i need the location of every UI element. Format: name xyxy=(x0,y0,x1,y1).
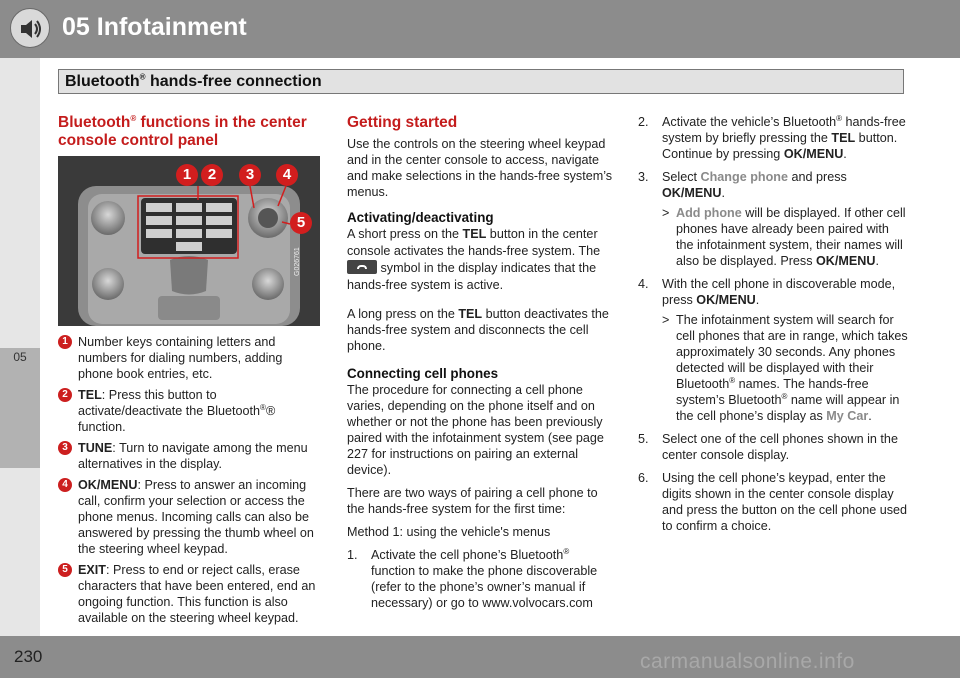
phone-active-icon xyxy=(347,260,377,274)
image-code: G026761 xyxy=(294,247,301,276)
chapter-title: 05 Infotainment xyxy=(62,13,247,41)
chapter-tab xyxy=(0,348,40,468)
chapter-number: 05 xyxy=(13,350,27,364)
legend-bullet-3: 3 xyxy=(58,441,72,455)
step-3-result: > Add phone will be displayed. If other cell phones have already been paired with the infotainment system, their names will also be displayed. Press OK/MENU. xyxy=(662,206,906,268)
step-6: 6. Using the cell phone’s keypad, enter the digits shown in the center console display and press the button on the cell phone used to confirm a choice. xyxy=(638,471,908,533)
center-console-photo xyxy=(58,156,320,326)
section-title-bar xyxy=(58,69,904,94)
intro-paragraph: Use the controls on the steering wheel keypad and in the center console to access, navigate and make selections in the hands-free system’s menus. xyxy=(347,137,613,199)
section-title: Bluetooth® hands-free connection xyxy=(65,72,322,90)
callout-5: 5 xyxy=(290,212,312,234)
legend-bullet-5: 5 xyxy=(58,563,72,577)
legend-item-5: 5 EXIT: Press to end or reject calls, erase characters that have been entered, end an ongoing function. This function is also available on the steering wheel keypad. xyxy=(58,562,320,626)
legend-bullet-4: 4 xyxy=(58,478,72,492)
connecting-paragraph-2: There are two ways of pairing a cell phone to the hands-free system for the first time: xyxy=(347,486,598,516)
callout-2: 2 xyxy=(201,164,223,186)
step-4: 4. With the cell phone in discoverable mode, press OK/MENU. > The infotainment system will search for cell phones that are in range, which takes approximately 30 seconds. Any phones detected will be displayed with their Bluetooth® names. The hands-free system’s Bluetooth® name will appear in the cell phone’s display as My Car. xyxy=(638,277,908,423)
step-3: 3. Select Change phone and press OK/MENU. > Add phone will be displayed. If other cell phones have already been paired with the infotainment system, their names will also be displayed. Press OK/MENU. xyxy=(638,169,908,269)
legend-item-4: 4 OK/MENU: Press to answer an incoming call, confirm your selection or access the phone menus. Incoming calls can also be answered by pressing the thumb wheel on the steering wheel keypad. xyxy=(58,477,320,557)
heading-console-functions: Bluetooth® functions in the center console control panel xyxy=(58,113,307,149)
column-pairing-steps xyxy=(638,114,908,541)
heading-getting-started: Getting started xyxy=(347,114,458,131)
step-5: 5. Select one of the cell phones shown in the center console display. xyxy=(638,432,898,462)
legend-item-1: 1 Number keys containing letters and numbers for dialing numbers, adding phone book entries, etc. xyxy=(58,334,320,382)
legend-bullet-1: 1 xyxy=(58,335,72,349)
column-getting-started xyxy=(347,114,613,618)
method-1-label: Method 1: using the vehicle's menus xyxy=(347,525,551,539)
legend-bullet-2: 2 xyxy=(58,388,72,402)
callout-3: 3 xyxy=(239,164,261,186)
chapter-sidebar xyxy=(0,58,40,636)
callout-4: 4 xyxy=(276,164,298,186)
legend-item-3: 3 TUNE: Turn to navigate among the menu alternatives in the display. xyxy=(58,440,320,472)
heading-activating: Activating/deactivating xyxy=(347,210,494,225)
step-4-result: > The infotainment system will search for cell phones that are in range, which takes approximately 30 seconds. Any phones detected will be displayed with their Bluetooth® names. The hands-free system’s Bluetooth® name will appear in the cell phone’s display as My Car. xyxy=(662,313,908,423)
legend-item-2: 2 TEL: Press this button to activate/deactivate the Bluetooth®® function. xyxy=(58,387,320,435)
chapter-header-bar xyxy=(0,0,960,58)
column-console-functions xyxy=(58,114,320,631)
heading-connecting: Connecting cell phones xyxy=(347,366,499,381)
callout-1: 1 xyxy=(176,164,198,186)
speaker-icon xyxy=(10,8,50,48)
watermark: carmanualsonline.info xyxy=(640,650,855,673)
step-2: 2. Activate the vehicle’s Bluetooth® hands-free system by briefly pressing the TEL button. Continue by pressing OK/MENU. xyxy=(638,113,906,161)
activating-paragraph-1: A short press on the TEL button in the center console activates the hands-free system. The symbol in the display indicates that the hands-free system is active. xyxy=(347,227,601,292)
connecting-paragraph-1: The procedure for connecting a cell phone varies, depending on the phone itself and on whether or not the phone has been previously paired with the infotainment system (see page 227 for instructions on pairing an external device). xyxy=(347,383,604,477)
step-1: 1. Activate the cell phone’s Bluetooth® function to make the phone discoverable (refer to the phone’s owner’s manual if necessary) or go to www.volvocars.com xyxy=(347,546,598,610)
activating-paragraph-2: A long press on the TEL button deactivates the hands-free system and disconnects the cell phone. xyxy=(347,307,609,353)
page-number: 230 xyxy=(14,647,43,666)
